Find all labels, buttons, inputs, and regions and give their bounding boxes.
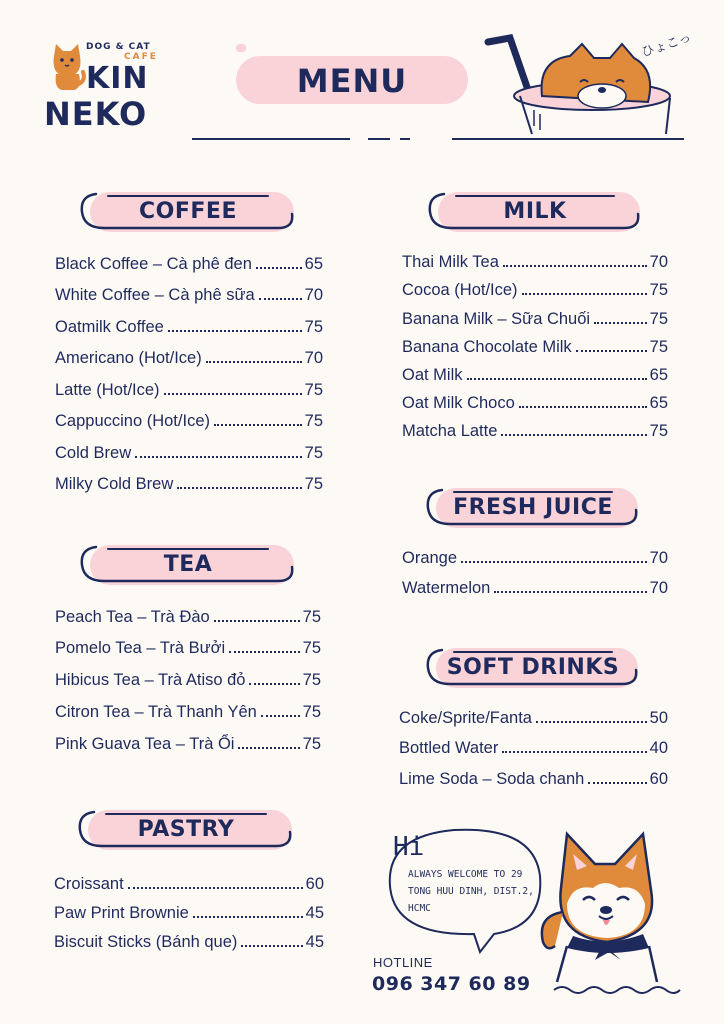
cat-logo-icon (48, 42, 86, 92)
section-heading-coffee (78, 186, 298, 242)
japanese-caption: ひょこっ (639, 30, 694, 61)
section-heading-tea (78, 539, 298, 595)
list-item: Thai Milk Tea 70 (402, 253, 668, 271)
list-item: Peach Tea – Trà Đào 75 (55, 608, 321, 626)
list-item: Black Coffee – Cà phê đen 65 (55, 255, 323, 273)
list-item: Latte (Hot/Ice) 75 (55, 381, 323, 399)
page-title: MENU (296, 62, 408, 100)
brand-cafe-label: CAFE (124, 52, 158, 62)
menu-title-block (190, 40, 500, 150)
list-item: Cocoa (Hot/Ice) 75 (402, 281, 668, 299)
list-item: Banana Chocolate Milk 75 (402, 338, 668, 356)
list-item: Americano (Hot/Ice) 70 (55, 349, 323, 367)
list-item: Hibicus Tea – Trà Atiso đỏ 75 (55, 671, 321, 689)
list-item: Bottled Water 40 (399, 739, 668, 757)
header-divider (400, 138, 410, 140)
brand-logo (44, 40, 164, 135)
header-divider (368, 138, 390, 140)
hotline-label: HOTLINE (373, 955, 433, 970)
list-item: Biscuit Sticks (Bánh que) 45 (54, 933, 324, 951)
greeting-text: Hi (393, 832, 425, 862)
hotline-number: 096 347 60 89 (372, 973, 531, 995)
wave-line-icon (552, 982, 682, 998)
section-heading-soft-drinks (424, 642, 642, 698)
section-heading-pastry (76, 804, 296, 860)
brand-name-line1: KIN (86, 61, 149, 96)
list-item: Paw Print Brownie 45 (54, 904, 324, 922)
list-item: Watermelon 70 (402, 579, 668, 597)
section-title-milk: MILK (503, 199, 567, 224)
section-title-soft-drinks: SOFT DRINKS (446, 655, 620, 680)
list-item: Citron Tea – Trà Thanh Yên 75 (55, 703, 321, 721)
list-item: Matcha Latte 75 (402, 422, 668, 440)
section-title-pastry: PASTRY (137, 817, 235, 842)
list-item: Pink Guava Tea – Trà Ổi 75 (55, 735, 321, 753)
list-item: Oatmilk Coffee 75 (55, 318, 323, 336)
list-item: Orange 70 (402, 549, 668, 567)
section-heading-fresh-juice (424, 482, 642, 538)
header-divider (192, 138, 350, 140)
list-item: White Coffee – Cà phê sữa 70 (55, 286, 323, 304)
list-item: Cappuccino (Hot/Ice) 75 (55, 412, 323, 430)
list-item: Banana Milk – Sữa Chuối 75 (402, 310, 668, 328)
section-heading-milk (426, 186, 644, 242)
list-item: Coke/Sprite/Fanta 50 (399, 709, 668, 727)
sparkle-icon (234, 42, 250, 54)
list-item: Milky Cold Brew 75 (55, 475, 323, 493)
section-title-tea: TEA (163, 552, 213, 577)
list-item: Croissant 60 (54, 875, 324, 893)
list-item: Oat Milk Choco 65 (402, 394, 668, 412)
section-title-fresh-juice: FRESH JUICE (453, 495, 613, 520)
section-title-coffee: COFFEE (139, 199, 237, 224)
brand-tagline: DOG & CAT (86, 42, 151, 52)
shiba-dog-illustration (533, 824, 673, 984)
list-item: Oat Milk 65 (402, 366, 668, 384)
address-text: ALWAYS WELCOME TO 29 TONG HUU DINH, DIST.2, HCMC (408, 869, 534, 914)
list-item: Cold Brew 75 (55, 444, 323, 462)
list-item: Lime Soda – Soda chanh 60 (399, 770, 668, 788)
list-item: Pomelo Tea – Trà Bưởi 75 (55, 639, 321, 657)
brand-name-line2: NEKO (44, 95, 148, 133)
